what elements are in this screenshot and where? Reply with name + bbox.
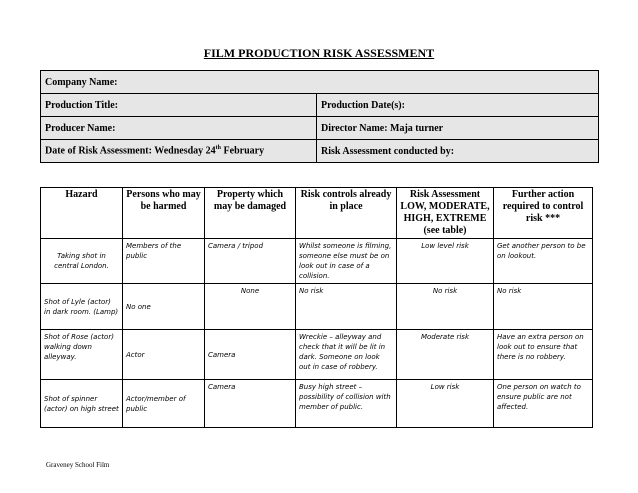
hazard-cell: Shot of spinner (actor) on high street bbox=[41, 380, 123, 428]
production-title-field: Production Title: bbox=[41, 94, 317, 117]
assessment-cell: Low risk bbox=[397, 380, 494, 428]
producer-name-field: Producer Name: bbox=[41, 117, 317, 140]
action-cell: One person on watch to ensure public are not affected. bbox=[494, 380, 593, 428]
assessment-cell: No risk bbox=[397, 284, 494, 330]
header-property: Property which may be damaged bbox=[205, 188, 296, 239]
hazard-cell: Shot of Rose (actor) walking down alleyway. bbox=[41, 330, 123, 380]
table-row bbox=[41, 284, 593, 330]
document-title: FILM PRODUCTION RISK ASSESSMENT bbox=[203, 46, 435, 60]
persons-cell: No one bbox=[123, 284, 205, 330]
risk-table-header bbox=[41, 188, 593, 239]
controls-cell: Whilst someone is filming, someone else must be on look out in case of a collision. bbox=[296, 239, 397, 284]
persons-cell: Members of the public bbox=[123, 239, 205, 284]
action-cell: No risk bbox=[494, 284, 593, 330]
director-name-field: Director Name: Maja turner bbox=[317, 117, 599, 140]
hazard-cell: Taking shot in central London. bbox=[41, 239, 123, 284]
footer-text: Graveney School Film bbox=[46, 461, 110, 469]
producer-row bbox=[41, 117, 599, 140]
production-row bbox=[41, 94, 599, 117]
header-hazard: Hazard bbox=[41, 188, 123, 239]
assessment-cell: Low level risk bbox=[397, 239, 494, 284]
conducted-by-field: Risk Assessment conducted by: bbox=[317, 140, 599, 163]
property-cell: Camera bbox=[205, 330, 296, 380]
table-row bbox=[41, 380, 593, 428]
controls-cell: Wreckie – alleyway and check that it will be lit in dark. Someone on look out in case of robbery. bbox=[296, 330, 397, 380]
header-action: Further action required to control risk *** bbox=[494, 188, 593, 239]
header-persons: Persons who may be harmed bbox=[123, 188, 205, 239]
persons-cell: Actor/member of public bbox=[123, 380, 205, 428]
controls-cell: No risk bbox=[296, 284, 397, 330]
company-name-field: Company Name: bbox=[41, 71, 599, 94]
risk-table bbox=[40, 187, 593, 428]
action-cell: Have an extra person on look out to ensure that there is no robbery. bbox=[494, 330, 593, 380]
production-dates-field: Production Date(s): bbox=[317, 94, 599, 117]
table-row bbox=[41, 239, 593, 284]
company-row bbox=[41, 71, 599, 94]
header-controls: Risk controls already in place bbox=[296, 188, 397, 239]
assessment-date-row bbox=[41, 140, 599, 163]
production-info-table bbox=[40, 70, 599, 163]
header-assessment: Risk Assessment LOW, MODERATE, HIGH, EXTREME (see table) bbox=[397, 188, 494, 239]
hazard-cell: Shot of Lyle (actor) in dark room. (Lamp) bbox=[41, 284, 123, 330]
persons-cell: Actor bbox=[123, 330, 205, 380]
property-cell: Camera / tripod bbox=[205, 239, 296, 284]
property-cell: Camera bbox=[205, 380, 296, 428]
assessment-date-field: Date of Risk Assessment: Wednesday 24th February bbox=[41, 140, 317, 163]
property-cell: None bbox=[205, 284, 296, 330]
controls-cell: Busy high street – possibility of collision with member of public. bbox=[296, 380, 397, 428]
assessment-cell: Moderate risk bbox=[397, 330, 494, 380]
table-row bbox=[41, 330, 593, 380]
action-cell: Get another person to be on lookout. bbox=[494, 239, 593, 284]
